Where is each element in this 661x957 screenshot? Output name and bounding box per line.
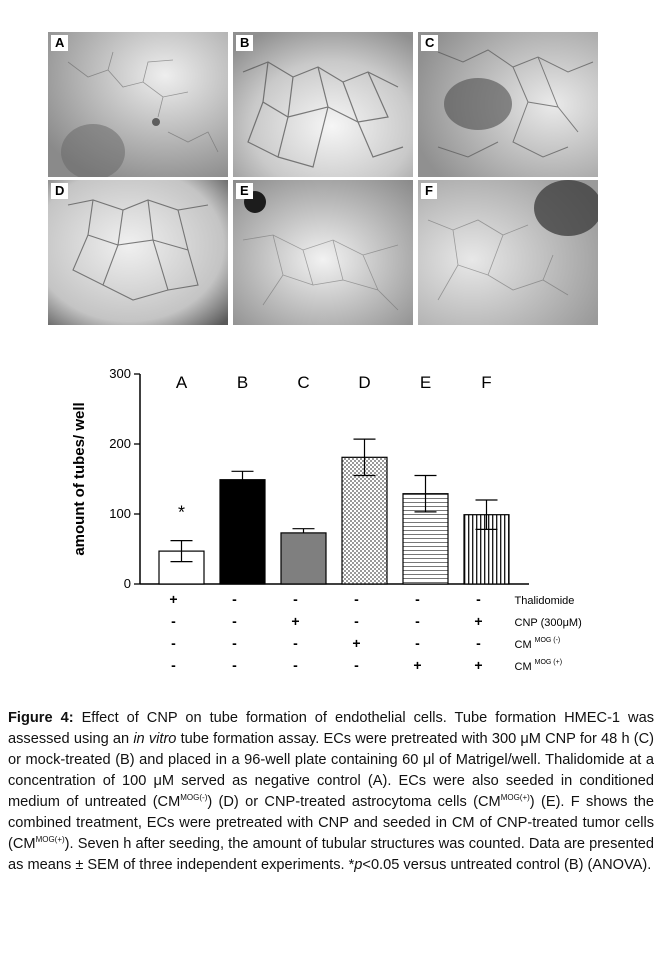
caption-text: Effect of CNP on tube formation of endothelial cells. Tube formation HMEC-1 was assessed using an	[8, 710, 655, 747]
caption-text: <0.05 versus untreated control (B) (ANOVA).	[362, 857, 652, 873]
y-tick-label: 100	[109, 506, 131, 521]
caption-text: tube formation assay. ECs were pretreated with 300 μM CNP for 48 h (C) or mock-treated (B) and placed in a 96-well plate containing 60 μl of Matrigel/well. Thalidomide at a concentration of 100 μM served as negative control (A). ECs were also seeded in conditioned medium of untreated (CM	[8, 731, 654, 810]
panel-label: C	[421, 35, 438, 51]
treatment-sign: -	[232, 635, 237, 651]
panel-label: A	[51, 35, 68, 51]
caption-superscript: MOG(+)	[35, 835, 65, 844]
treatment-sign: -	[415, 635, 420, 651]
micrograph-panel-f	[418, 180, 598, 325]
micrograph-panel-c	[418, 32, 598, 177]
bar-c	[281, 533, 326, 584]
category-label: C	[297, 373, 310, 392]
panel-label: F	[421, 183, 437, 199]
treatment-sign: -	[293, 635, 298, 651]
treatment-row-label: CM $^{MOG (+)}$	[514, 659, 563, 673]
significance-marker: *	[177, 502, 186, 523]
caption-italic: p	[354, 857, 363, 873]
micrograph-panel-a	[48, 32, 228, 177]
y-tick-label: 0	[123, 576, 131, 591]
caption-italic: in vitro	[133, 731, 177, 747]
micrograph-panel-e	[233, 180, 413, 325]
treatment-sign: -	[171, 657, 176, 673]
treatment-sign: +	[169, 591, 178, 607]
micrograph-image	[418, 32, 598, 177]
bar-b	[220, 480, 265, 584]
micrograph-image	[48, 32, 228, 177]
treatment-sign: -	[354, 613, 359, 629]
category-label: A	[175, 373, 188, 392]
panel-label: B	[236, 35, 253, 51]
treatment-sign: -	[354, 657, 359, 673]
treatment-sign: -	[293, 657, 298, 673]
y-axis-label: amount of tubes/ well	[71, 402, 88, 556]
treatment-sign: -	[232, 657, 237, 673]
category-label: B	[236, 373, 249, 392]
micrograph-image	[233, 180, 413, 325]
treatment-sign: -	[476, 635, 481, 651]
treatment-sign: -	[415, 613, 420, 629]
treatment-sign: -	[354, 591, 359, 607]
micrograph-image	[48, 180, 228, 325]
treatment-row-label-sup: MOG (-)	[534, 637, 561, 644]
treatment-sign: -	[476, 591, 481, 607]
category-label: F	[481, 373, 492, 392]
panel-label: D	[51, 183, 68, 199]
treatment-sign: +	[413, 657, 422, 673]
treatment-sign: +	[474, 613, 483, 629]
caption-text: ) (D) or CNP-treated astrocytoma cells (CM	[207, 794, 501, 810]
figure-caption	[8, 708, 654, 876]
treatment-row-label: CNP (300μM)	[514, 617, 582, 629]
treatment-sign: -	[171, 635, 176, 651]
micrograph-panel-b	[233, 32, 413, 177]
treatment-sign: -	[415, 591, 420, 607]
micrograph-image	[233, 32, 413, 177]
treatment-row-label-sup: MOG (+)	[534, 659, 563, 666]
category-label: E	[419, 373, 432, 392]
treatment-sign: +	[474, 657, 483, 673]
treatment-sign: +	[291, 613, 300, 629]
bar-d	[342, 457, 387, 584]
treatment-sign: -	[232, 591, 237, 607]
category-label: D	[358, 373, 371, 392]
tube-formation-bar-chart	[60, 358, 600, 683]
y-tick-label: 200	[109, 436, 131, 451]
treatment-sign: +	[352, 635, 361, 651]
treatment-sign: -	[232, 613, 237, 629]
panel-label: E	[236, 183, 253, 199]
treatment-sign: -	[171, 613, 176, 629]
caption-text: ). Seven h after seeding, the amount of tubular structures was counted. Data are presented as means ± SEM of three independent experiments. *	[8, 836, 654, 873]
figure-label: Figure 4:	[8, 710, 74, 726]
micrograph-panel-d	[48, 180, 228, 325]
caption-text: ) (E). F shows the combined treatment, ECs were pretreated with CNP and seeded in CM of CNP-treated tumor cells (CM	[8, 794, 654, 852]
caption-superscript: MOG(-)	[180, 793, 208, 802]
micrograph-image	[418, 180, 598, 325]
treatment-sign: -	[293, 591, 298, 607]
treatment-row-label: Thalidomide	[514, 595, 575, 607]
caption-superscript: MOG(+)	[500, 793, 530, 802]
y-tick-label: 300	[109, 366, 131, 381]
treatment-row-label: CM $^{MOG (-)}$	[514, 637, 561, 651]
